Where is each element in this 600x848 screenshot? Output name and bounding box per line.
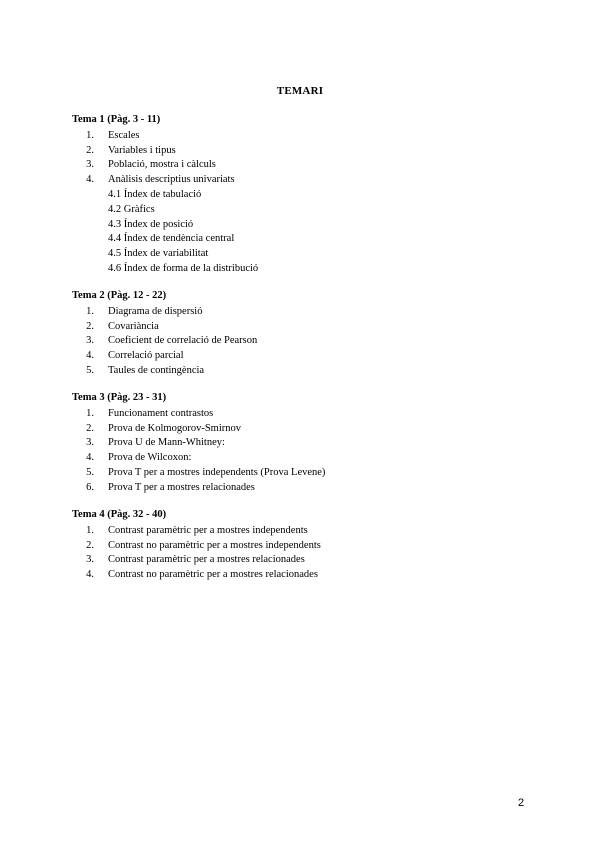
- item-text: Variables i tipus: [108, 144, 176, 156]
- item-number: 1.: [86, 129, 94, 141]
- section-tema-3: [72, 391, 542, 496]
- section-tema-2: [72, 289, 542, 379]
- list-item: [72, 173, 542, 188]
- item-text: Prova T per a mostres relacionades: [108, 481, 255, 493]
- item-number: 2.: [86, 539, 94, 551]
- list-item: [72, 466, 542, 481]
- item-number: 1.: [86, 407, 94, 419]
- list-item: [72, 422, 542, 437]
- item-number: 3.: [86, 554, 94, 566]
- item-number: 5.: [86, 466, 94, 478]
- list-item: [72, 334, 542, 349]
- item-text: Taules de contingència: [108, 364, 205, 376]
- list-item: [72, 553, 542, 568]
- sub-list-item: 4.1 Índex de tabulació: [108, 188, 202, 200]
- item-number: 3.: [86, 159, 94, 171]
- section-tema-1: [72, 113, 542, 277]
- list-item: [72, 568, 542, 583]
- item-text: Prova T per a mostres independents (Prova Levene): [108, 466, 326, 478]
- item-list: [72, 305, 542, 379]
- item-number: 2.: [86, 320, 94, 332]
- item-number: 3.: [86, 437, 94, 449]
- item-number: 5.: [86, 364, 94, 376]
- item-number: 1.: [86, 524, 94, 536]
- list-item: [72, 320, 542, 335]
- item-text: Contrast paramètric per a mostres independents: [108, 524, 308, 536]
- item-number: 4.: [86, 350, 94, 362]
- list-item: [72, 144, 542, 159]
- sub-list-item: 4.5 Índex de variabilitat: [108, 248, 209, 260]
- list-item: [72, 158, 542, 173]
- list-item: [72, 349, 542, 364]
- item-text: Contrast paramètric per a mostres relacionades: [108, 554, 305, 566]
- item-text: Població, mostra i càlculs: [108, 159, 216, 171]
- item-number: 1.: [86, 305, 94, 317]
- item-list: [72, 524, 542, 583]
- item-number: 2.: [86, 144, 94, 156]
- item-text: Covariància: [108, 320, 159, 332]
- section-heading: Tema 4 (Pàg. 32 - 40): [72, 509, 167, 520]
- section-tema-4: [72, 508, 542, 583]
- sub-list-item: 4.4 Índex de tendència central: [108, 233, 235, 245]
- item-number: 3.: [86, 335, 94, 347]
- list-item: [72, 305, 542, 320]
- item-text: Correlació parcial: [108, 350, 184, 362]
- sub-list-item: 4.2 Gràfics: [108, 203, 155, 215]
- item-text: Prova de Kolmogorov-Smirnov: [108, 422, 241, 434]
- item-text: Contrast no paramètric per a mostres relacionades: [108, 569, 318, 581]
- list-item: [72, 407, 542, 422]
- item-text: Prova de Wilcoxon:: [108, 452, 192, 464]
- list-item: [72, 539, 542, 554]
- list-item: [72, 481, 542, 496]
- section-heading: Tema 3 (Pàg. 23 - 31): [72, 392, 167, 403]
- item-number: 6.: [86, 481, 94, 493]
- item-list: [72, 129, 542, 277]
- item-number: 4.: [86, 569, 94, 581]
- item-text: Funcionament contrastos: [108, 407, 214, 419]
- item-text: Diagrama de dispersió: [108, 305, 203, 317]
- item-number: 2.: [86, 422, 94, 434]
- item-text: Prova U de Mann-Whitney:: [108, 437, 225, 449]
- page-title: TEMARI: [276, 85, 324, 97]
- list-item: [72, 364, 542, 379]
- item-text: Escales: [108, 129, 140, 141]
- page-number: 2: [518, 797, 525, 809]
- item-text: Coeficient de correlació de Pearson: [108, 335, 258, 347]
- sub-list-item: 4.3 Índex de posició: [108, 218, 194, 230]
- item-number: 4.: [86, 174, 94, 186]
- sub-list-item: 4.6 Índex de forma de la distribució: [108, 262, 259, 274]
- list-item: [72, 129, 542, 144]
- section-heading: Tema 2 (Pàg. 12 - 22): [72, 290, 167, 301]
- item-text: Anàlisis descriptius univariats: [108, 174, 235, 186]
- list-item: [72, 524, 542, 539]
- item-number: 4.: [86, 452, 94, 464]
- list-item: [72, 436, 542, 451]
- list-item: [72, 451, 542, 466]
- item-list: [72, 407, 542, 496]
- item-text: Contrast no paramètric per a mostres independents: [108, 539, 321, 551]
- section-heading: Tema 1 (Pàg. 3 - 11): [72, 114, 161, 125]
